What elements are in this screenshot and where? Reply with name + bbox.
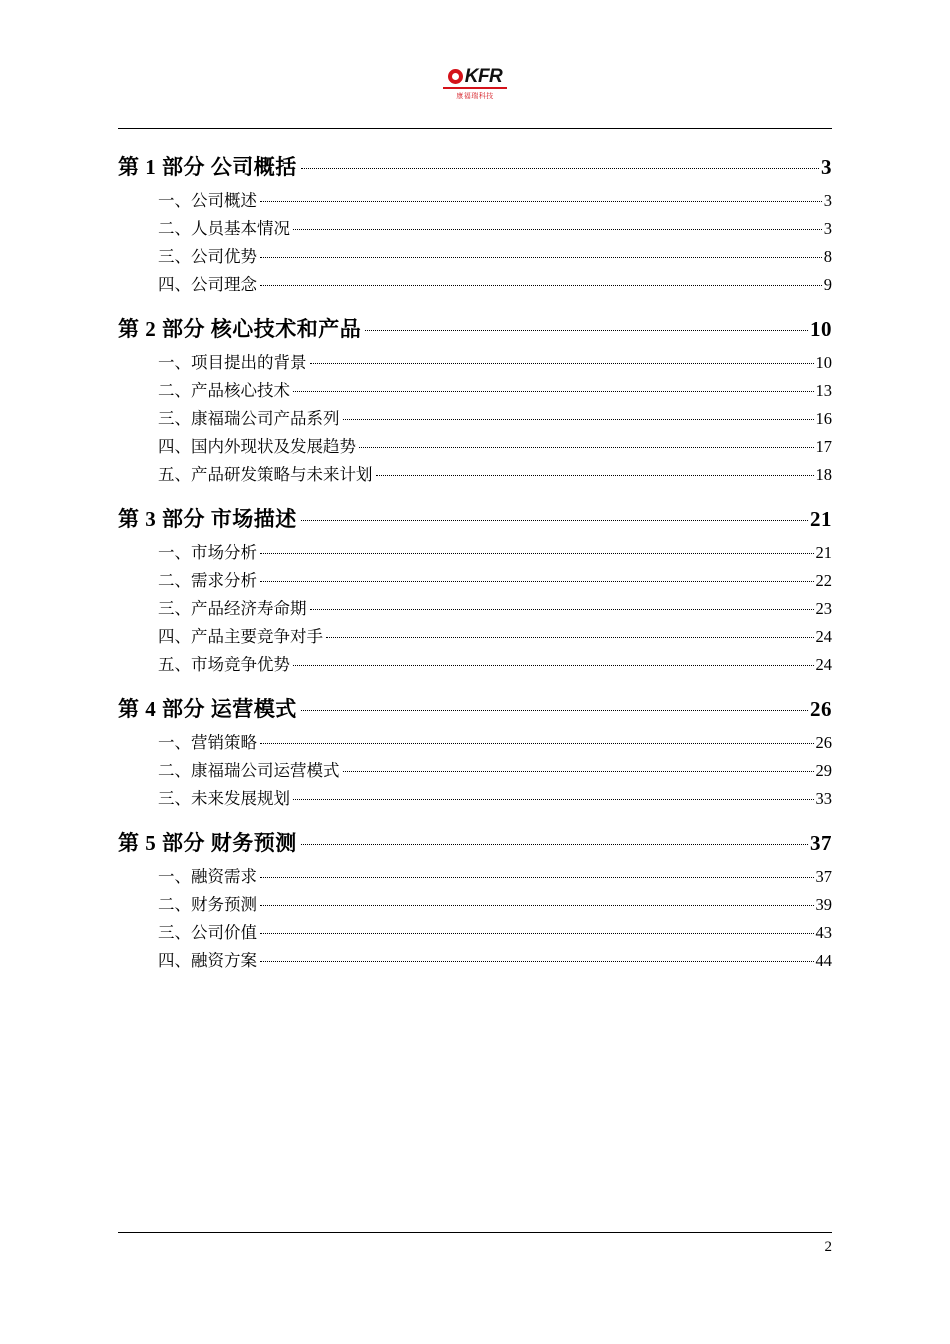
toc-entry-page-number: 26 bbox=[815, 733, 832, 752]
toc-entry-title: 四、产品主要竞争对手 bbox=[158, 627, 323, 646]
toc-leader-dots bbox=[260, 933, 814, 934]
toc-entry-section[interactable] bbox=[158, 243, 832, 267]
toc-entry-section[interactable] bbox=[158, 567, 832, 591]
toc-leader-dots bbox=[343, 771, 814, 772]
toc-entry-section[interactable] bbox=[158, 919, 832, 943]
toc-leader-dots bbox=[260, 581, 814, 582]
toc-entry-page-number: 16 bbox=[815, 409, 832, 428]
toc-entry-title: 四、公司理念 bbox=[158, 275, 257, 294]
toc-entry-page-number: 3 bbox=[821, 155, 832, 179]
toc-entry-title: 第 3 部分 市场描述 bbox=[118, 507, 297, 531]
toc-entry-section[interactable] bbox=[158, 187, 832, 211]
toc-leader-dots bbox=[260, 553, 814, 554]
header-divider bbox=[118, 128, 832, 129]
toc-entry-page-number: 26 bbox=[810, 697, 832, 721]
toc-entry-title: 一、公司概述 bbox=[158, 191, 257, 210]
toc-entry-section[interactable] bbox=[158, 595, 832, 619]
toc-entry-section[interactable] bbox=[158, 215, 832, 239]
toc-leader-dots bbox=[293, 799, 814, 800]
toc-leader-dots bbox=[310, 363, 814, 364]
toc-entry-title: 二、财务预测 bbox=[158, 895, 257, 914]
toc-entry-title: 第 2 部分 核心技术和产品 bbox=[118, 317, 362, 341]
toc-leader-dots bbox=[260, 905, 814, 906]
toc-entry-section[interactable] bbox=[158, 757, 832, 781]
toc-entry-title: 二、产品核心技术 bbox=[158, 381, 290, 400]
toc-leader-dots bbox=[260, 285, 822, 286]
toc-entry-part[interactable] bbox=[118, 313, 832, 343]
toc-entry-title: 二、康福瑞公司运营模式 bbox=[158, 761, 340, 780]
toc-entry-title: 四、融资方案 bbox=[158, 951, 257, 970]
company-logo bbox=[434, 63, 516, 105]
toc-entry-section[interactable] bbox=[158, 891, 832, 915]
toc-entry-section[interactable] bbox=[158, 651, 832, 675]
footer-page-number: 2 bbox=[824, 1239, 832, 1255]
toc-entry-part[interactable] bbox=[118, 503, 832, 533]
toc-entry-title: 三、康福瑞公司产品系列 bbox=[158, 409, 340, 428]
table-of-contents bbox=[118, 151, 832, 971]
toc-entry-page-number: 44 bbox=[815, 951, 832, 970]
logo-underline bbox=[443, 87, 507, 89]
toc-entry-page-number: 22 bbox=[815, 571, 832, 590]
toc-leader-dots bbox=[260, 257, 822, 258]
toc-entry-title: 二、需求分析 bbox=[158, 571, 257, 590]
toc-entry-section[interactable] bbox=[158, 349, 832, 373]
toc-entry-page-number: 10 bbox=[815, 353, 832, 372]
toc-entry-section[interactable] bbox=[158, 623, 832, 647]
toc-entry-page-number: 10 bbox=[810, 317, 832, 341]
logo-dot-icon bbox=[448, 69, 463, 84]
toc-leader-dots bbox=[260, 877, 814, 878]
toc-entry-section[interactable] bbox=[158, 947, 832, 971]
toc-entry-page-number: 37 bbox=[810, 831, 832, 855]
toc-entry-page-number: 37 bbox=[815, 867, 832, 886]
toc-entry-title: 第 5 部分 财务预测 bbox=[118, 831, 297, 855]
toc-entry-page-number: 9 bbox=[823, 275, 832, 294]
toc-leader-dots bbox=[310, 609, 814, 610]
toc-entry-page-number: 21 bbox=[815, 543, 832, 562]
toc-entry-section[interactable] bbox=[158, 405, 832, 429]
toc-leader-dots bbox=[365, 330, 808, 331]
toc-entry-page-number: 43 bbox=[815, 923, 832, 942]
toc-leader-dots bbox=[376, 475, 814, 476]
toc-entry-page-number: 13 bbox=[815, 381, 832, 400]
toc-entry-title: 一、营销策略 bbox=[158, 733, 257, 752]
toc-leader-dots bbox=[359, 447, 814, 448]
page-footer bbox=[118, 1232, 832, 1256]
logo-mark bbox=[448, 67, 503, 86]
toc-leader-dots bbox=[293, 229, 822, 230]
toc-entry-page-number: 17 bbox=[815, 437, 832, 456]
toc-entry-title: 五、市场竞争优势 bbox=[158, 655, 290, 674]
logo-area bbox=[118, 0, 832, 112]
toc-leader-dots bbox=[260, 743, 814, 744]
toc-leader-dots bbox=[301, 844, 808, 845]
toc-entry-title: 三、公司价值 bbox=[158, 923, 257, 942]
toc-entry-title: 一、融资需求 bbox=[158, 867, 257, 886]
toc-leader-dots bbox=[301, 520, 808, 521]
toc-entry-section[interactable] bbox=[158, 377, 832, 401]
toc-entry-page-number: 29 bbox=[815, 761, 832, 780]
toc-entry-page-number: 24 bbox=[815, 627, 832, 646]
toc-entry-page-number: 18 bbox=[815, 465, 832, 484]
toc-entry-title: 三、未来发展规划 bbox=[158, 789, 290, 808]
toc-leader-dots bbox=[293, 391, 814, 392]
toc-entry-title: 第 1 部分 公司概括 bbox=[118, 155, 297, 179]
logo-sub-text: 康福瑞科技 bbox=[456, 93, 494, 100]
toc-entry-section[interactable] bbox=[158, 433, 832, 457]
toc-entry-title: 三、公司优势 bbox=[158, 247, 257, 266]
toc-leader-dots bbox=[326, 637, 814, 638]
toc-leader-dots bbox=[343, 419, 814, 420]
toc-entry-title: 第 4 部分 运营模式 bbox=[118, 697, 297, 721]
toc-entry-title: 一、项目提出的背景 bbox=[158, 353, 307, 372]
toc-entry-page-number: 39 bbox=[815, 895, 832, 914]
toc-entry-title: 二、人员基本情况 bbox=[158, 219, 290, 238]
toc-entry-part[interactable] bbox=[118, 151, 832, 181]
toc-entry-title: 三、产品经济寿命期 bbox=[158, 599, 307, 618]
toc-entry-part[interactable] bbox=[118, 827, 832, 857]
toc-entry-page-number: 3 bbox=[823, 219, 832, 238]
toc-entry-section[interactable] bbox=[158, 729, 832, 753]
toc-entry-section[interactable] bbox=[158, 785, 832, 809]
toc-entry-section[interactable] bbox=[158, 863, 832, 887]
toc-entry-page-number: 8 bbox=[823, 247, 832, 266]
toc-entry-section[interactable] bbox=[158, 271, 832, 295]
toc-leader-dots bbox=[260, 201, 822, 202]
toc-leader-dots bbox=[301, 710, 808, 711]
toc-entry-page-number: 21 bbox=[810, 507, 832, 531]
toc-entry-title: 五、产品研发策略与未来计划 bbox=[158, 465, 373, 484]
toc-leader-dots bbox=[293, 665, 814, 666]
toc-entry-title: 一、市场分析 bbox=[158, 543, 257, 562]
toc-entry-part[interactable] bbox=[118, 693, 832, 723]
toc-entry-page-number: 24 bbox=[815, 655, 832, 674]
footer-divider bbox=[118, 1232, 832, 1233]
toc-entry-section[interactable] bbox=[158, 461, 832, 485]
toc-leader-dots bbox=[260, 961, 814, 962]
toc-leader-dots bbox=[301, 168, 819, 169]
toc-entry-page-number: 23 bbox=[815, 599, 832, 618]
logo-brand-text: KFR bbox=[464, 66, 503, 87]
toc-entry-page-number: 3 bbox=[823, 191, 832, 210]
toc-entry-page-number: 33 bbox=[815, 789, 832, 808]
toc-entry-section[interactable] bbox=[158, 539, 832, 563]
toc-entry-title: 四、国内外现状及发展趋势 bbox=[158, 437, 356, 456]
